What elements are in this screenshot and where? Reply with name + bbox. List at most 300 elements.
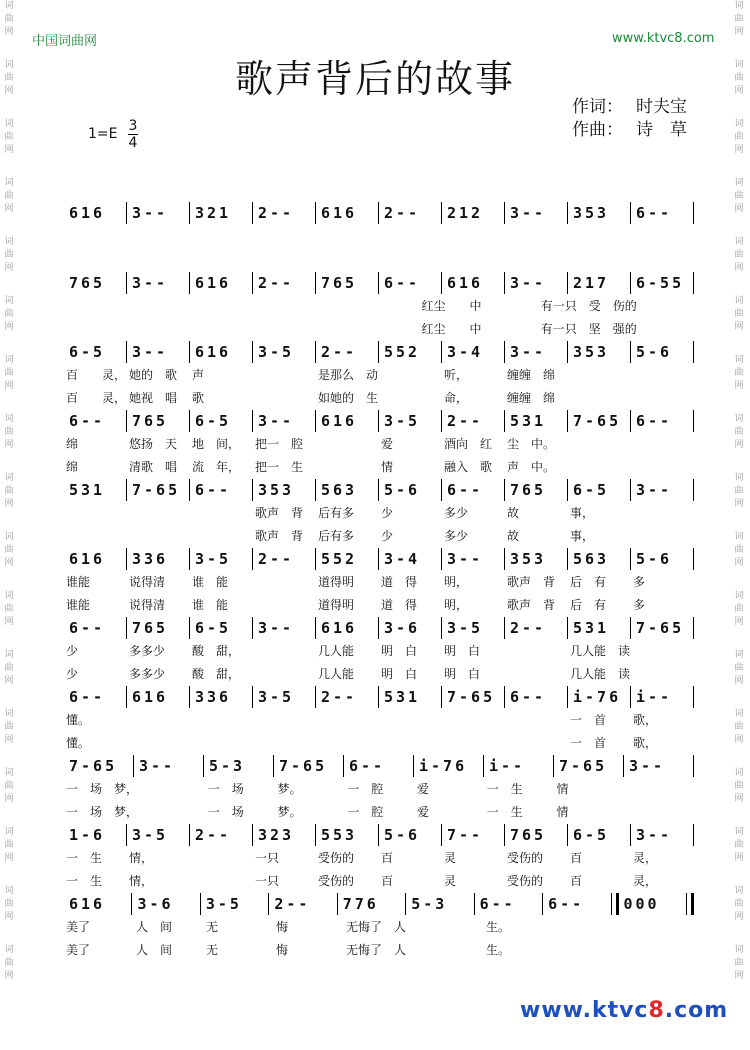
measure: 2-- [258,274,295,292]
watermark-text: 词 曲 网 [734,473,744,509]
lyric-text [444,711,507,729]
lyric-text: 多 [633,598,646,612]
lyricist-credit: 作词： 时夫宝 [572,97,687,117]
lyric-text: 事， [570,506,595,520]
lyric-text: 缠缠 绵 [507,368,556,382]
lyric-text [362,297,421,315]
lyric-text [303,320,362,338]
lyric-text [556,941,626,959]
bar-line [378,272,379,294]
lyric-text: 情， [129,851,154,865]
measure: 2-- [384,204,421,222]
lyric-text [362,320,421,338]
bar-line [268,893,269,915]
lyric-text: 爱 [417,782,430,796]
lyric-row [66,504,696,522]
lyric-text: 几人能 读 [570,667,631,681]
lyric-text [633,435,696,453]
measure: 616 [195,343,232,361]
lyric-text [381,711,444,729]
bar-line [693,755,694,777]
watermark-text: 词 曲 网 [734,827,744,863]
measure: 3-- [636,481,673,499]
bar-line [378,686,379,708]
lyric-text [255,573,318,591]
watermark-text: 词 曲 网 [4,473,14,509]
bar-line [441,824,442,846]
lyric-text [507,711,570,729]
lyric-text: 命， [444,391,469,405]
lyric-text: 明， [444,598,469,612]
lyric-text [66,320,125,338]
lyric-text: 梦。 [277,805,302,819]
measure: 616 [69,204,106,222]
lyric-text [381,366,444,384]
watermark-text: 词 曲 网 [734,1,744,37]
measure: 5-3 [411,895,448,913]
lyric-text [633,504,696,522]
lyric-text: 是那么 动 [318,368,379,382]
watermark-text: 词 曲 网 [4,119,14,155]
lyric-text [507,665,570,683]
measure: 616 [195,274,232,292]
measure: 5-3 [209,757,246,775]
bar-line [474,893,475,915]
measure: 3-5 [132,826,169,844]
lyric-text [125,297,184,315]
measure: 353 [258,481,295,499]
bar-line [567,479,568,501]
bar-line [553,755,554,777]
measure: 3-5 [258,343,295,361]
measure: 3-6 [384,619,421,637]
lyric-text [129,504,192,522]
lyric-text: 受伤的 [507,851,544,865]
lyric-text [138,780,208,798]
bar-line [630,824,631,846]
site-name-left: 中国词曲网 [32,34,98,49]
bar-line [630,202,631,224]
lyric-text: 明 白 [444,644,481,658]
measure: 321 [195,204,232,222]
lyric-row [66,872,696,890]
lyric-text: 有一只 受 伤的 [540,299,637,313]
bar-line [693,824,694,846]
watermark-text: 词 曲 网 [4,60,14,96]
bar-line [252,272,253,294]
lyric-row [66,458,696,476]
bar-line [630,548,631,570]
bar-line [693,686,694,708]
bar-line [441,202,442,224]
bar-line [630,479,631,501]
lyric-text [626,941,696,959]
lyric-text: 爱 [381,437,394,451]
watermark-text: 词 曲 网 [734,650,744,686]
lyric-text: 少 [381,506,394,520]
lyric-row [66,366,696,384]
measure: 2-- [195,826,232,844]
measure: 2-- [274,895,311,913]
watermark-text: 词 曲 网 [4,945,14,981]
bar-line [126,686,127,708]
lyric-row [66,527,696,545]
lyric-text: 歌声 背 [255,506,304,520]
bar-line [189,410,190,432]
measure: 7-- [447,826,484,844]
lyric-text: 几人能 读 [570,644,631,658]
measure: 3-5 [258,688,295,706]
music-row [66,409,696,433]
lyric-text: 一 首 [570,713,607,727]
lyric-text [633,665,696,683]
measure: 5-6 [384,826,421,844]
lyric-text [192,734,255,752]
lyric-text [318,711,381,729]
measure: 6-- [195,481,232,499]
watermark-text: 词 曲 网 [4,1,14,37]
lyric-text [192,527,255,545]
lyric-text: 无 [206,920,219,934]
lyric-text [416,941,486,959]
lyric-text: 生。 [486,943,511,957]
watermark-text: 词 曲 网 [734,591,744,627]
measure: 7-65 [559,757,608,775]
measure: 553 [321,826,358,844]
lyric-text [633,642,696,660]
lyric-text: 少 [66,644,79,658]
measure: 6-- [447,481,484,499]
lyric-text [507,734,570,752]
lyric-row [66,734,696,752]
lyric-text: 绵 [66,460,79,474]
lyric-text: 谁 能 [192,575,229,589]
bar-line [126,410,127,432]
measure: 3-- [258,412,295,430]
measure: 6-- [548,895,585,913]
lyric-text: 一只 [255,851,280,865]
lyric-text [255,366,318,384]
measure: 217 [573,274,610,292]
bar-line [189,272,190,294]
watermark-text: 词 曲 网 [734,768,744,804]
lyric-text: 谁能 [66,598,91,612]
lyric-text [318,435,381,453]
measure: 531 [69,481,106,499]
lyric-text [556,918,626,936]
measure: 353 [510,550,547,568]
bar-line [693,617,694,639]
lyric-text [125,320,184,338]
lyric-text: 尘 中。 [507,437,556,451]
lyric-text: 后 有 [570,575,607,589]
bar-line [504,617,505,639]
watermark-text: 词 曲 网 [4,827,14,863]
measure: 2-- [258,550,295,568]
bar-line [567,824,568,846]
lyric-text: 歌声 背 [507,598,556,612]
lyric-text: 情 [381,460,394,474]
measure: 6-- [636,204,673,222]
measure: 1-6 [69,826,106,844]
footer-logo: www.ktvc8.com [520,998,729,1023]
lyric-text: 有一只 坚 强的 [540,322,637,336]
measure: 765 [132,412,169,430]
watermark-text: 词 曲 网 [734,178,744,214]
measure: 7-65 [636,619,685,637]
lyric-text: 一 首 [570,736,607,750]
lyric-row [66,596,696,614]
lyric-text: 地 间， [192,437,241,451]
lyric-text: 谁能 [66,575,91,589]
lyric-text [244,297,303,315]
lyric-text: 后有多 [318,506,355,520]
measure: 531 [384,688,421,706]
bar-line [504,479,505,501]
measure: 6-- [384,274,421,292]
measure: 552 [321,550,358,568]
bar-line [378,410,379,432]
lyric-text: 事， [570,529,595,543]
lyric-text [626,780,696,798]
lyric-text [129,734,192,752]
measure: i-76 [573,688,622,706]
lyric-text: 清歌 唱 [129,460,178,474]
watermark-text: 词 曲 网 [4,886,14,922]
lyric-text: 懂。 [66,736,91,750]
measure: 5-6 [384,481,421,499]
lyric-text: 多 [633,575,646,589]
music-row [66,201,696,225]
lyric-row [66,780,696,798]
lyric-text: 灵， [633,851,658,865]
watermark-text: 词 曲 网 [4,591,14,627]
bar-line [315,617,316,639]
measure: 212 [447,204,484,222]
lyric-text: 明 白 [381,667,418,681]
lyric-text: 无悔了 人 [346,920,407,934]
lyric-text: 一 生 [486,782,523,796]
bar-line [542,893,543,915]
measure: 616 [132,688,169,706]
measure: 336 [195,688,232,706]
bar-line [693,272,694,294]
music-row [66,271,696,295]
measure: 3-6 [137,895,174,913]
measure: 3-5 [447,619,484,637]
lyric-row [66,711,696,729]
lyric-text: 灵 [444,851,457,865]
bar-line [504,686,505,708]
lyric-text: 听， [444,368,469,382]
bar-line [378,824,379,846]
lyric-text: 一 场 梦， [66,805,139,819]
bar-line [483,755,484,777]
bar-line [252,202,253,224]
bar-line [126,272,127,294]
measure: 531 [510,412,547,430]
composer-credit: 作曲： 诗 草 [572,120,687,140]
bar-line [378,479,379,501]
watermark-text: 词 曲 网 [734,532,744,568]
measure: 765 [69,274,106,292]
measure: 6-5 [573,826,610,844]
measure: 563 [321,481,358,499]
lyric-text [570,458,633,476]
bar-line [315,202,316,224]
bar-line [378,548,379,570]
lyric-text [633,527,696,545]
lyric-text [318,458,381,476]
bar-line [504,824,505,846]
bar-line [630,341,631,363]
music-row [66,892,696,916]
lyric-text: 无悔了 人 [346,943,407,957]
lyric-text [192,504,255,522]
measure: 616 [69,550,106,568]
lyric-text: 情 [556,782,569,796]
measure: 336 [132,550,169,568]
bar-line [441,272,442,294]
bar-line [693,479,694,501]
measure: 3-5 [195,550,232,568]
lyric-text [303,297,362,315]
watermark-text: 词 曲 网 [4,709,14,745]
measure: 3-5 [384,412,421,430]
lyric-text [255,665,318,683]
bar-line [693,202,694,224]
bar-line [378,617,379,639]
watermark-right [732,0,746,1050]
lyric-text: 后 有 [570,598,607,612]
bar-line [630,410,631,432]
lyric-text: 美了 [66,943,91,957]
measure: 2-- [321,688,358,706]
lyric-text: 梦。 [277,782,302,796]
bar-line [441,479,442,501]
watermark-text: 词 曲 网 [4,532,14,568]
lyric-text: 把一 生 [255,460,304,474]
lyric-text [381,734,444,752]
lyric-text: 缠缠 绵 [507,391,556,405]
measure: 616 [69,895,106,913]
bar-line [315,548,316,570]
watermark-text: 词 曲 网 [734,886,744,922]
measure: i-- [489,757,526,775]
bar-line [693,410,694,432]
lyric-text: 爱 [417,805,430,819]
lyric-text [633,366,696,384]
bar-line [252,824,253,846]
music-row [66,685,696,709]
bar-line [315,341,316,363]
measure: 2-- [258,204,295,222]
measure: 6-5 [69,343,106,361]
lyric-row [66,435,696,453]
bar-line [315,479,316,501]
lyric-text [637,320,696,338]
lyric-text [570,366,633,384]
lyric-text: 声 中。 [507,460,556,474]
bar-line [441,341,442,363]
lyric-text [507,642,570,660]
bar-line [413,755,414,777]
lyric-text: 红尘 中 [421,322,482,336]
lyric-text: 一 场 [207,805,244,819]
measure: 3-- [510,343,547,361]
bar-line [567,686,568,708]
lyric-text: 一 场 [207,782,244,796]
lyric-text [482,297,541,315]
measure: 3-- [132,274,169,292]
measure: 616 [447,274,484,292]
measure: 6-55 [636,274,685,292]
bar-line [126,548,127,570]
lyric-text: 道得明 [318,575,355,589]
lyric-text [138,803,208,821]
watermark-text: 词 曲 网 [734,119,744,155]
bar-line [693,548,694,570]
watermark-text: 词 曲 网 [4,296,14,332]
watermark-text: 词 曲 网 [4,650,14,686]
lyric-text [255,711,318,729]
lyric-text: 多少 [444,506,469,520]
bar-line [189,617,190,639]
bar-line [126,824,127,846]
lyric-text: 几人能 [318,667,355,681]
lyric-text: 一 生 [66,874,103,888]
bar-line [567,272,568,294]
watermark-left [2,0,16,1050]
lyric-text: 生。 [486,920,511,934]
lyric-text [255,734,318,752]
site-url-right: www.ktvc8.com [612,31,715,46]
lyric-text [129,711,192,729]
lyric-text: 一只 [255,874,280,888]
bar-line [203,755,204,777]
lyric-text: 酒向 红 [444,437,493,451]
measure: 765 [321,274,358,292]
lyric-text [255,389,318,407]
lyric-text [482,320,541,338]
measure: 552 [384,343,421,361]
measure: 3-- [636,826,673,844]
measure: i-76 [419,757,468,775]
measure: 353 [573,343,610,361]
measure: 2-- [510,619,547,637]
measure: 5-6 [636,550,673,568]
lyric-text: 一 腔 [347,782,384,796]
measure: 7-65 [447,688,496,706]
bar-line [693,341,694,363]
bar-line [252,617,253,639]
measure: 3-- [132,343,169,361]
measure: 353 [573,204,610,222]
measure: 3-5 [205,895,242,913]
lyric-row [66,642,696,660]
measure: 323 [258,826,295,844]
lyric-text: 灵， [633,874,658,888]
bar-line [126,202,127,224]
bar-line [189,479,190,501]
bar-line [200,893,201,915]
lyric-row [66,803,696,821]
watermark-text: 词 曲 网 [4,768,14,804]
watermark-text: 词 曲 网 [4,237,14,273]
lyric-text: 如她的 生 [318,391,379,405]
lyric-text: 受伤的 [318,874,355,888]
music-row [66,754,696,778]
